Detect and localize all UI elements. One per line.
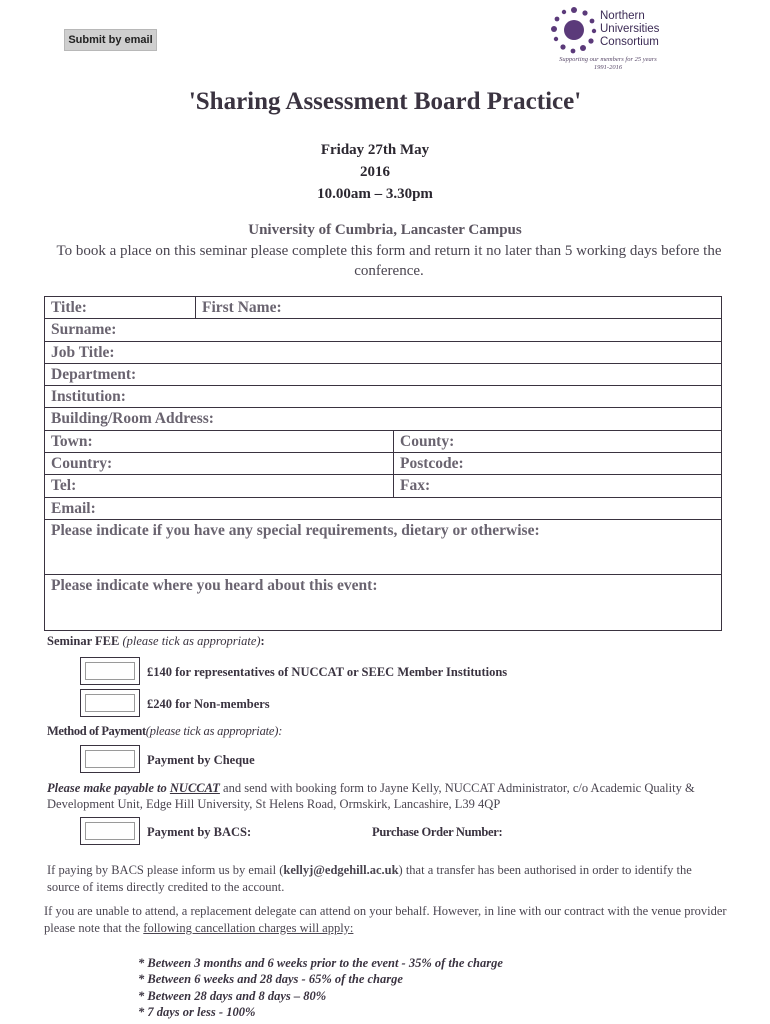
fee-member-label: £140 for representatives of NUCCAT or SEEC Member Institutions bbox=[147, 665, 508, 679]
bacs-email-link[interactable]: kellyj@edgehill.ac.uk bbox=[283, 863, 399, 877]
booking-form bbox=[44, 296, 722, 631]
page-title: 'Sharing Assessment Board Practice' bbox=[188, 88, 582, 115]
fee-non-member-checkbox[interactable] bbox=[80, 689, 140, 717]
payment-method-label: Method of Payment(please tick as appropriate): bbox=[47, 724, 283, 738]
purchase-order-label: Purchase Order Number: bbox=[372, 825, 503, 839]
postcode-field[interactable]: Postcode: bbox=[400, 455, 464, 473]
cheque-instructions: Please make payable to NUCCAT and send with booking form to Jayne Kelly, NUCCAT Administrator, c/o Academic Quality & Development Unit, Edge Hill University, St Helens Road, Ormskirk, Lancashire, L39 4QP bbox=[47, 781, 695, 811]
event-date: Friday 27th May 2016 10.00am – 3.30pm bbox=[317, 142, 433, 202]
logo-tagline: Supporting our members for 25 years 1991-2016 bbox=[559, 56, 657, 71]
email-field[interactable]: Email: bbox=[51, 499, 96, 517]
county-field[interactable]: County: bbox=[400, 432, 455, 450]
institution-field[interactable]: Institution: bbox=[51, 388, 126, 406]
payment-bacs-checkbox[interactable] bbox=[80, 817, 140, 845]
logo-wordmark: Northern Universities Consortium bbox=[600, 10, 660, 48]
payment-cheque-checkbox[interactable] bbox=[80, 745, 140, 773]
event-venue: University of Cumbria, Lancaster Campus bbox=[248, 222, 522, 238]
department-field[interactable]: Department: bbox=[51, 365, 137, 383]
cancellation-charges bbox=[138, 955, 503, 1020]
nuccat-logo bbox=[548, 4, 708, 76]
tel-field[interactable]: Tel: bbox=[45, 475, 394, 496]
title-field[interactable]: Title: bbox=[45, 297, 196, 318]
fax-field[interactable]: Fax: bbox=[400, 477, 431, 495]
booking-instructions: To book a place on this seminar please complete this form and return it no later than 5 working days before the conference. bbox=[56, 243, 722, 279]
list-item: * Between 28 days and 8 days – 80% bbox=[138, 988, 327, 1003]
surname-field[interactable]: Surname: bbox=[51, 321, 117, 339]
seminar-fee-label: Seminar FEE (please tick as appropriate): bbox=[47, 634, 265, 648]
list-item: * 7 days or less - 100% bbox=[138, 1004, 256, 1019]
cancellation-intro: If you are unable to attend, a replacement delegate can attend on your behalf. However, in line with our contract with the venue provider please note that the following cancellation charges will apply: bbox=[44, 904, 727, 935]
town-field[interactable]: Town: bbox=[45, 431, 394, 452]
fee-member-checkbox[interactable] bbox=[80, 657, 140, 685]
logo-dots-icon bbox=[548, 4, 600, 56]
special-requirements-field[interactable]: Please indicate if you have any special requirements, dietary or otherwise: bbox=[51, 521, 540, 539]
heard-about-field[interactable]: Please indicate where you heard about this event: bbox=[51, 576, 378, 594]
list-item: * Between 6 weeks and 28 days - 65% of the charge bbox=[138, 972, 403, 987]
job-title-field[interactable]: Job Title: bbox=[51, 343, 115, 361]
address-field[interactable]: Building/Room Address: bbox=[51, 410, 214, 428]
first-name-field[interactable]: First Name: bbox=[202, 299, 282, 316]
list-item: * Between 3 months and 6 weeks prior to the event - 35% of the charge bbox=[138, 956, 503, 970]
payment-bacs-label: Payment by BACS: bbox=[147, 825, 252, 839]
fee-non-member-label: £240 for Non-members bbox=[147, 697, 270, 711]
submit-by-email-button[interactable]: Submit by email bbox=[64, 29, 157, 51]
bacs-note: If paying by BACS please inform us by email (kellyj@edgehill.ac.uk) that a transfer has been authorised in order to identify the source of items directly credited to the account. bbox=[47, 863, 692, 894]
payment-cheque-label: Payment by Cheque bbox=[147, 753, 255, 767]
country-field[interactable]: Country: bbox=[45, 453, 394, 474]
